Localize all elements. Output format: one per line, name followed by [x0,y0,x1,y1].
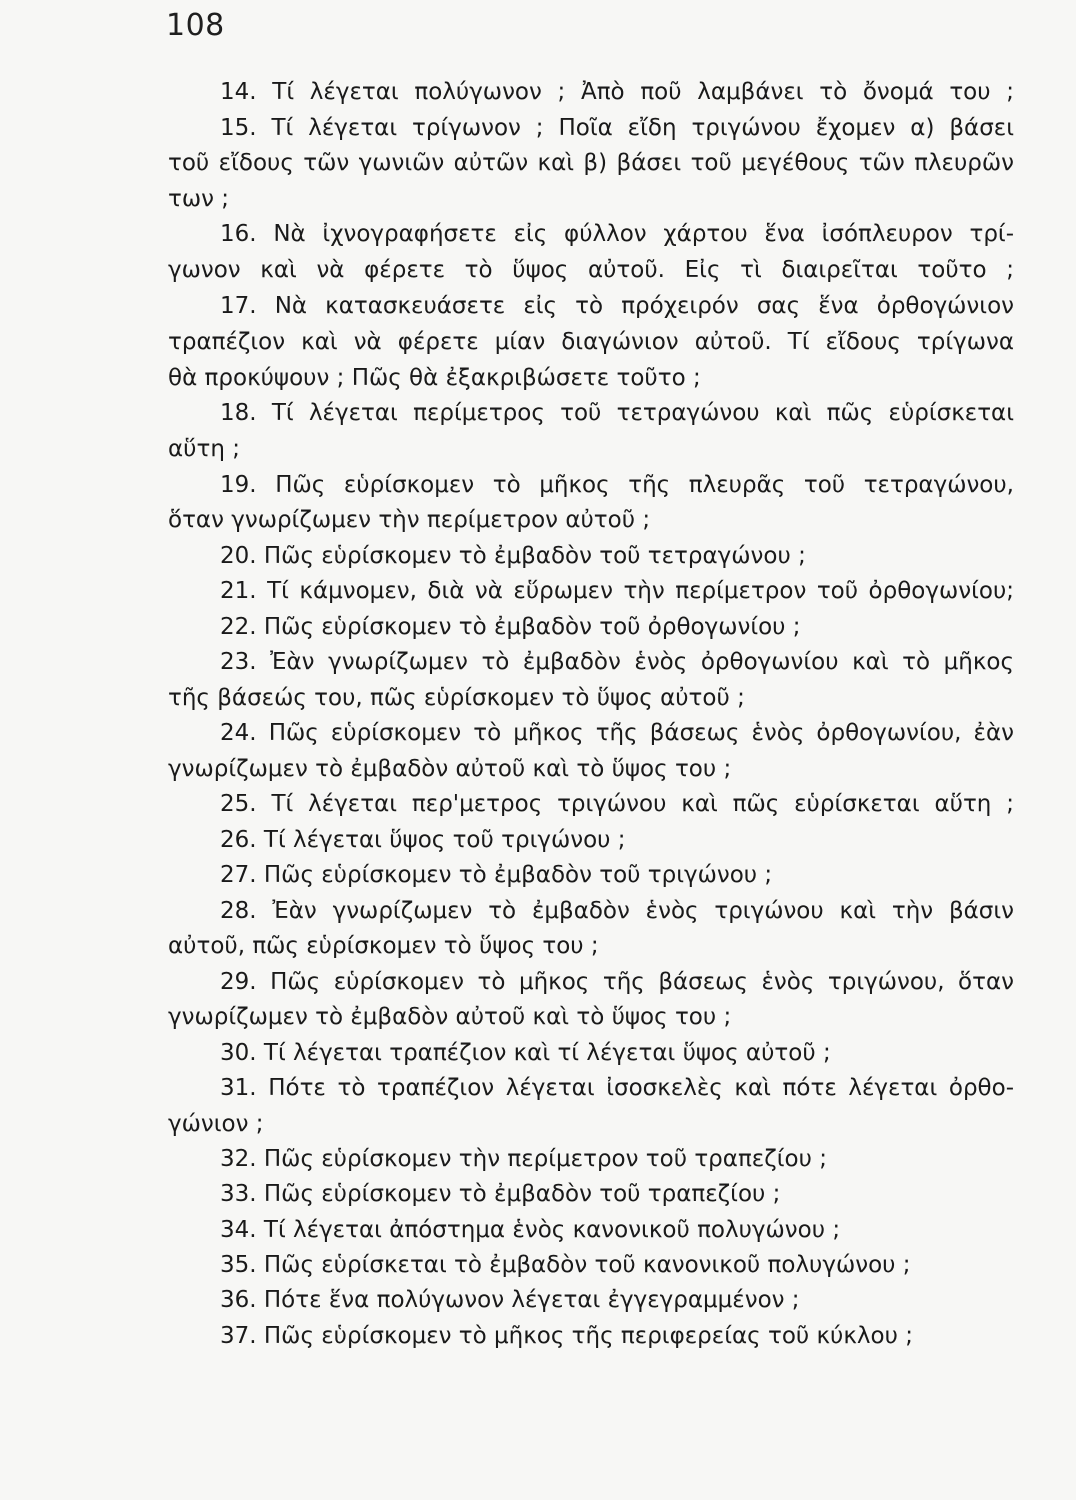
text-line: ὅταν γνωρίζωμεν τὴν περίμετρον αὐτοῦ ; [168,507,651,533]
text-line: τραπέζιον καὶ νὰ φέρετε μίαν διαγώνιον αὐτοῦ. Τί εἴδους τρίγωνα [168,329,1014,355]
text-line: 27. Πῶς εὑρίσκομεν τὸ ἐμβαδὸν τοῦ τριγώνου ; [220,862,773,888]
text-line: 37. Πῶς εὑρίσκομεν τὸ μῆκος τῆς περιφερείας τοῦ κύκλου ; [220,1323,913,1349]
text-line: 28. Ἐὰν γνωρίζωμεν τὸ ἐμβαδὸν ἑνὸς τριγώνου καὶ τὴν βάσιν [220,898,1014,924]
text-line: 17. Νὰ κατασκευάσετε εἰς τὸ πρόχειρόν σας ἕνα ὀρθογώνιον [220,293,1014,319]
text-line: 29. Πῶς εὑρίσκομεν τὸ μῆκος τῆς βάσεως ἑνὸς τριγώνου, ὅταν [220,969,1014,995]
text-line: γνωρίζωμεν τὸ ἐμβαδὸν αὐτοῦ καὶ τὸ ὕψος του ; [168,1004,732,1030]
text-line: τοῦ εἴδους τῶν γωνιῶν αὐτῶν καὶ β) βάσει τοῦ μεγέθους τῶν πλευρῶν [168,150,1014,176]
text-line: 23. Ἐὰν γνωρίζωμεν τὸ ἐμβαδὸν ἑνὸς ὀρθογωνίου καὶ τὸ μῆκος [220,649,1014,675]
text-line: αὕτη ; [168,436,240,462]
text-line: 22. Πῶς εὑρίσκομεν τὸ ἐμβαδὸν τοῦ ὀρθογωνίου ; [220,614,801,640]
text-line: 25. Τί λέγεται περ'μετρος τριγώνου καὶ πῶς εὑρίσκεται αὕτη ; [220,791,1014,817]
text-line: θὰ προκύψουν ; Πῶς θὰ ἐξακριβώσετε τοῦτο ; [168,365,701,391]
text-line: 15. Τί λέγεται τρίγωνον ; Ποῖα εἴδη τριγώνου ἔχομεν α) βάσει [220,115,1014,141]
text-line: γνωρίζωμεν τὸ ἐμβαδὸν αὐτοῦ καὶ τὸ ὕψος του ; [168,756,732,782]
text-line: αὐτοῦ, πῶς εὑρίσκομεν τὸ ὕψος του ; [168,933,599,959]
text-line: γώνιον ; [168,1111,264,1137]
text-line: 26. Τί λέγεται ὕψος τοῦ τριγώνου ; [220,827,626,853]
text-line: 35. Πῶς εὑρίσκεται τὸ ἐμβαδὸν τοῦ κανονικοῦ πολυγώνου ; [220,1252,911,1278]
text-line: γωνον καὶ νὰ φέρετε τὸ ὕψος αὐτοῦ. Εἰς τὶ διαιρεῖται τοῦτο ; [168,257,1014,283]
text-line: 18. Τί λέγεται περίμετρος τοῦ τετραγώνου καὶ πῶς εὑρίσκεται [220,400,1014,426]
text-line: 31. Πότε τὸ τραπέζιον λέγεται ἰσοσκελὲς καὶ πότε λέγεται ὀρθο- [220,1075,1014,1101]
page-number: 108 [166,8,225,43]
text-line: 16. Νὰ ἰχνογραφήσετε εἰς φύλλον χάρτου ἕνα ἰσόπλευρον τρί- [220,221,1014,247]
text-line: 33. Πῶς εὑρίσκομεν τὸ ἐμβαδὸν τοῦ τραπεζίου ; [220,1181,781,1207]
text-line: 21. Τί κάμνομεν, διὰ νὰ εὕρωμεν τὴν περίμετρον τοῦ ὀρθογωνίου; [220,578,1014,604]
text-line: τῆς βάσεώς του, πῶς εὑρίσκομεν τὸ ὕψος αὐτοῦ ; [168,685,745,711]
text-line: 20. Πῶς εὑρίσκομεν τὸ ἐμβαδὸν τοῦ τετραγώνου ; [220,543,806,569]
text-line: 14. Τί λέγεται πολύγωνον ; Ἀπὸ ποῦ λαμβάνει τὸ ὄνομά του ; [220,79,1014,105]
text-line: 24. Πῶς εὑρίσκομεν τὸ μῆκος τῆς βάσεως ἑνὸς ὀρθογωνίου, ἐὰν [220,720,1014,746]
text-line: των ; [168,186,230,212]
text-line: 32. Πῶς εὑρίσκομεν τὴν περίμετρον τοῦ τραπεζίου ; [220,1146,827,1172]
text-line: 19. Πῶς εὑρίσκομεν τὸ μῆκος τῆς πλευρᾶς τοῦ τετραγώνου, [220,472,1014,498]
text-line: 36. Πότε ἕνα πολύγωνον λέγεται ἐγγεγραμμένον ; [220,1287,800,1313]
text-line: 30. Τί λέγεται τραπέζιον καὶ τί λέγεται ὕψος αὐτοῦ ; [220,1040,831,1066]
text-line: 34. Τί λέγεται ἀπόστημα ἑνὸς κανονικοῦ πολυγώνου ; [220,1217,841,1243]
